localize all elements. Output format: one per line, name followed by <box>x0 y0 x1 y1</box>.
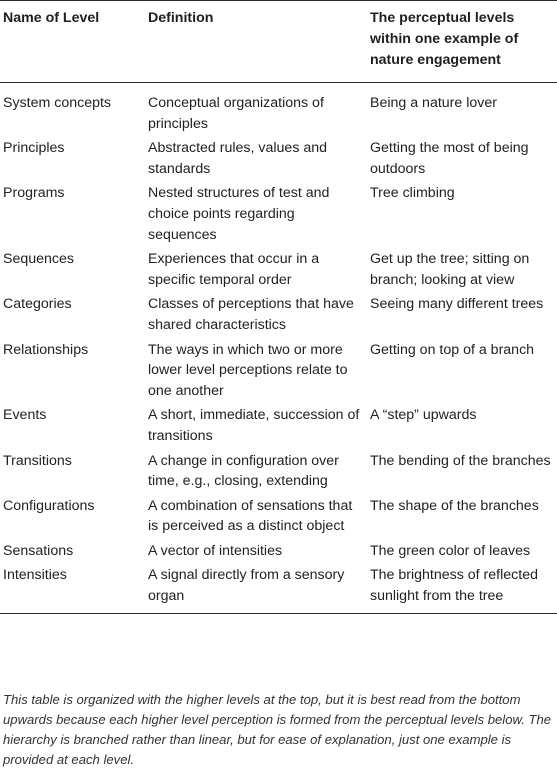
table-row <box>0 404 557 449</box>
table-header <box>0 1 557 83</box>
table-row <box>0 137 557 182</box>
level-name-cell: System concepts <box>3 95 112 111</box>
definition-cell: Experiences that occur in a specific temporal order <box>148 251 320 288</box>
example-cell: The shape of the branches <box>370 497 539 514</box>
definition-cell: Classes of perceptions that have shared characteristics <box>148 296 354 333</box>
example-cell: Getting the most of being outdoors <box>370 140 529 177</box>
example-cell: Tree climbing <box>370 185 455 202</box>
level-name-cell: Programs <box>3 185 65 202</box>
example-cell: The bending of the branches <box>370 452 551 469</box>
table-row <box>0 495 557 540</box>
table-row <box>0 182 557 248</box>
header-definition: Definition <box>143 1 365 83</box>
example-cell: Get up the tree; sitting on branch; looking at view <box>370 251 530 288</box>
level-name-cell: Intensities <box>0 564 143 613</box>
definition-cell: The ways in which two or more lower level perceptions relate to one another <box>148 341 348 399</box>
level-name-cell: Sensations <box>3 542 74 559</box>
header-row <box>0 1 557 83</box>
definition-cell: A vector of intensities <box>148 542 283 559</box>
table-row <box>0 564 557 613</box>
definition-cell: Nested structures of test and choice points regarding sequences <box>148 185 330 243</box>
header-perceptual-example: The perceptual levels within one example of nature engagement <box>365 1 557 83</box>
definition-cell: Abstracted rules, values and standards <box>148 140 328 177</box>
example-cell: Being a nature lover <box>370 95 497 111</box>
level-name-cell: Transitions <box>3 452 72 469</box>
definition-cell: A combination of sensations that is perceived as a distinct object <box>148 497 353 535</box>
level-name-cell: Relationships <box>3 341 89 358</box>
table-row <box>0 248 557 293</box>
definition-cell: A change in configuration over time, e.g., closing, extending <box>148 452 339 490</box>
table-body <box>0 83 557 614</box>
table-row <box>0 293 557 338</box>
table-footnote: This table is organized with the higher levels at the top, but it is best read from the bottom upwards because each higher level perception is formed from the perceptual levels below. The hierarchy is branched rather than linear, but for ease of explanation, just one example is provided at each level. <box>3 692 552 767</box>
header-name-of-level: Name of Level <box>0 1 143 83</box>
definition-cell: A signal directly from a sensory organ <box>143 564 365 613</box>
level-name-cell: Events <box>3 407 47 424</box>
table-row <box>0 83 557 138</box>
example-cell: A “step” upwards <box>370 407 477 424</box>
example-cell: The brightness of reflected sunlight from the tree <box>365 564 557 613</box>
table-row <box>0 450 557 495</box>
level-name-cell: Sequences <box>3 251 74 268</box>
level-name-cell: Categories <box>3 296 72 313</box>
definition-cell: A short, immediate, succession of transitions <box>148 407 360 444</box>
definition-cell: Conceptual organizations of principles <box>148 95 324 132</box>
example-cell: Seeing many different trees <box>370 296 544 313</box>
example-cell: Getting on top of a branch <box>370 341 535 358</box>
level-name-cell: Principles <box>3 140 65 157</box>
level-name-cell: Configurations <box>3 497 95 514</box>
table-row <box>0 339 557 405</box>
example-cell: The green color of leaves <box>370 542 531 559</box>
table-row <box>0 540 557 565</box>
